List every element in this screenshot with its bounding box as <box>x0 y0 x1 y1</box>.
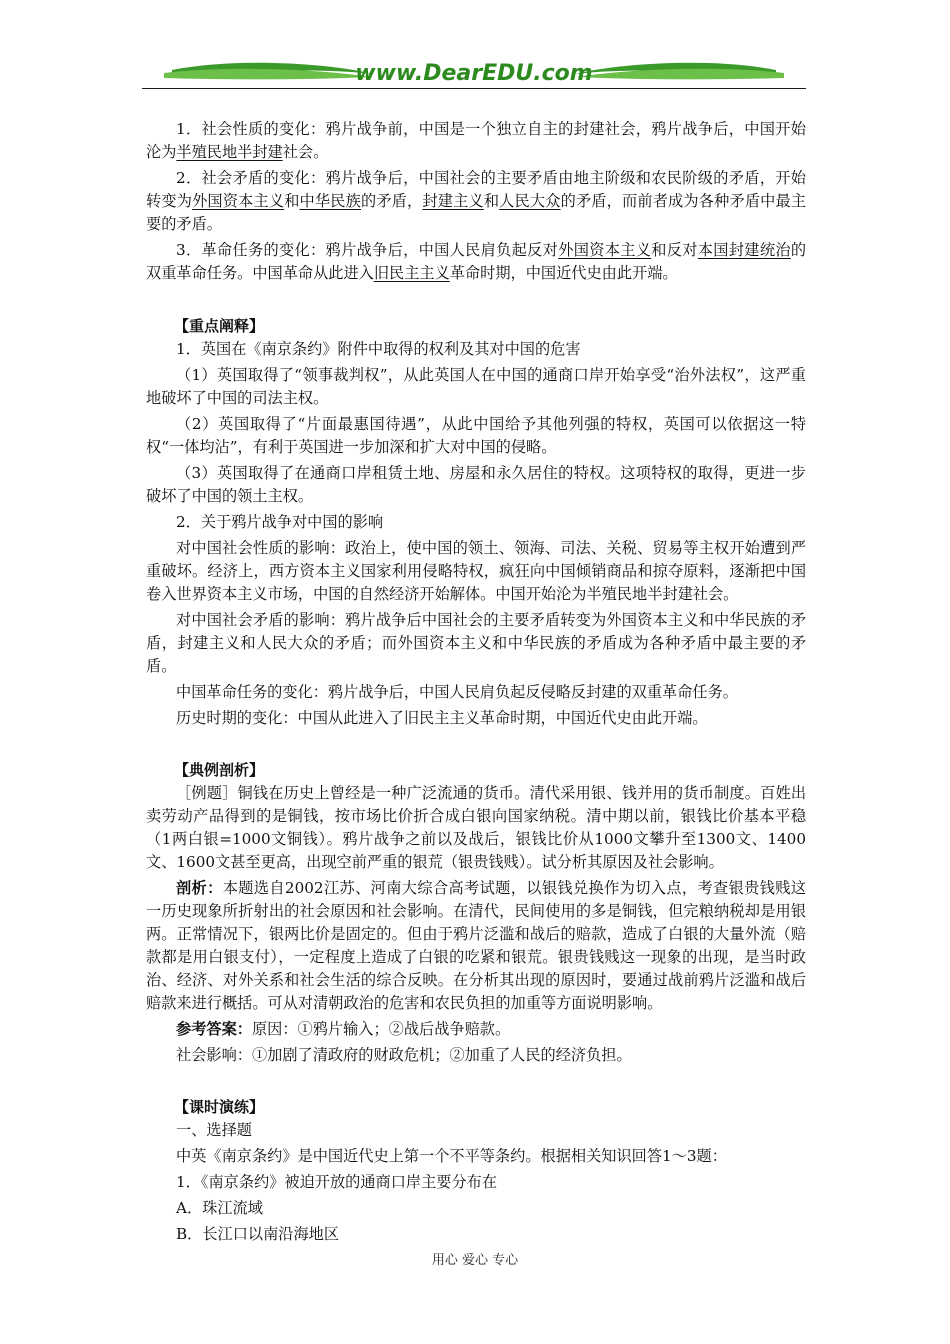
reference-answer: 参考答案：原因：①鸦片输入；②战后战争赔款。 <box>176 1020 511 1038</box>
section-heading-example-analysis: 【典例剖析】 <box>174 761 265 779</box>
key-term: 外国资本主义 <box>558 241 652 259</box>
section-paragraph: 对中国社会性质的影响：政治上，使中国的领土、领海、司法、关税、贸易等主权开始遭到严重破坏。经济上，西方资本主义国家利用侵略特权，疯狂向中国倾销商品和掠夺原料，逐渐把中国卷入世界资本主义市场，中国的自然经济开始解体。中国开始沦为半殖民地半封建社会。 <box>146 539 806 603</box>
example-question: ［例题］铜钱在历史上曾经是一种广泛流通的货币。清代采用银、钱并用的货币制度。百姓出卖劳动产品得到的是铜钱，按市场比价折合成白银向国家纳税。清中期以前，银钱比价基本平稳（1两白银=1000文铜钱）。鸦片战争之前以及战后，银钱比价从1000文攀升至1300文、1400文、1600文甚至更高，出现空前严重的银荒（银贵钱贱）。试分析其原因及社会影响。 <box>146 784 806 871</box>
header-logo <box>142 56 806 92</box>
section-paragraph: 2．关于鸦片战争对中国的影响 <box>176 513 384 531</box>
site-logo-text: www.DearEDU.com <box>355 61 593 86</box>
intro-paragraph-1: 1．社会性质的变化：鸦片战争前，中国是一个独立自主的封建社会，鸦片战争后，中国开始沦为半殖民地半封建社会。 <box>146 120 806 161</box>
intro-paragraph-2: 2．社会矛盾的变化：鸦片战争后，中国社会的主要矛盾由地主阶级和农民阶级的矛盾，开始转变为外国资本主义和中华民族的矛盾，封建主义和人民大众的矛盾，而前者成为各种矛盾中最主要的矛盾。 <box>146 169 807 233</box>
section-paragraph: 中国革命任务的变化：鸦片战争后，中国人民肩负起反侵略反封建的双重革命任务。 <box>176 683 738 701</box>
section-paragraph: 历史时期的变化：中国从此进入了旧民主主义革命时期，中国近代史由此开端。 <box>176 709 708 727</box>
site-header-banner <box>142 56 806 92</box>
exercise-line: 一、选择题 <box>176 1121 252 1139</box>
key-term: 中华民族 <box>299 192 361 210</box>
key-term: 半殖民地半封建 <box>176 143 283 161</box>
key-term: 外国资本主义 <box>192 192 285 210</box>
exercise-option: B．长江口以南沿海地区 <box>176 1225 340 1243</box>
header-rule <box>142 88 806 89</box>
section-paragraph: 对中国社会矛盾的影响：鸦片战争后中国社会的主要矛盾转变为外国资本主义和中华民族的矛盾，封建主义和人民大众的矛盾；而外国资本主义和中华民族的矛盾成为各种矛盾中最主要的矛盾。 <box>146 611 806 675</box>
exercise-option: A．珠江流域 <box>176 1199 263 1217</box>
key-term: 旧民主主义 <box>373 264 450 282</box>
key-term: 本国封建统治 <box>697 241 791 259</box>
analysis-label: 剖析： <box>176 879 223 897</box>
section-paragraph: （3）英国取得了在通商口岸租赁土地、房屋和永久居住的特权。这项特权的取得，更进一步破坏了中国的领土主权。 <box>146 464 806 505</box>
section-paragraph: （2）英国取得了“片面最惠国待遇”，从此中国给予其他列强的特权，英国可以依据这一特权“一体均沾”，有利于英国进一步加深和扩大对中国的侵略。 <box>146 415 806 456</box>
example-analysis: 剖析：本题选自2002江苏、河南大综合高考试题，以银钱兑换作为切入点，考查银贵钱贱这一历史现象所折射出的社会原因和社会影响。在清代，民间使用的多是铜钱，但完粮纳税却是用银两。正常情况下，银两比价是固定的。但由于鸦片泛滥和战后的赔款，造成了白银的大量外流（赔款都是用白银支付），一定程度上造成了白银的吃紧和银荒。银贵钱贱这一现象的出现，是当时政治、经济、对外关系和社会生活的综合反映。在分析其出现的原因时，要通过战前鸦片泛滥和战后赔款来进行概括。可从对清朝政治的危害和农民负担的加重等方面说明影响。 <box>146 879 806 1012</box>
social-impact: 社会影响：①加剧了清政府的财政危机；②加重了人民的经济负担。 <box>176 1046 632 1064</box>
page-footer: 用心 爱心 专心 <box>431 1253 519 1268</box>
exercise-line: 1．《南京条约》被迫开放的通商口岸主要分布在 <box>176 1173 498 1191</box>
answer-label: 参考答案： <box>176 1020 252 1038</box>
section-heading-key-points: 【重点阐释】 <box>174 317 265 335</box>
intro-paragraph-3: 3．革命任务的变化：鸦片战争后，中国人民肩负起反对外国资本主义和反对本国封建统治的双重革命任务。中国革命从此进入旧民主主义革命时期，中国近代史由此开端。 <box>146 241 807 282</box>
key-term: 封建主义 <box>422 192 484 210</box>
section-paragraph: （1）英国取得了“领事裁判权”，从此英国人在中国的通商口岸开始享受“治外法权”，这严重地破坏了中国的司法主权。 <box>146 366 806 407</box>
key-term: 人民大众 <box>499 192 561 210</box>
exercise-line: 中英《南京条约》是中国近代史上第一个不平等条约。根据相关知识回答1～3题： <box>176 1147 727 1165</box>
section-heading-exercises: 【课时演练】 <box>174 1098 265 1116</box>
document-body <box>146 118 806 1249</box>
section-paragraph: 1．英国在《南京条约》附件中取得的权利及其对中国的危害 <box>176 340 581 358</box>
